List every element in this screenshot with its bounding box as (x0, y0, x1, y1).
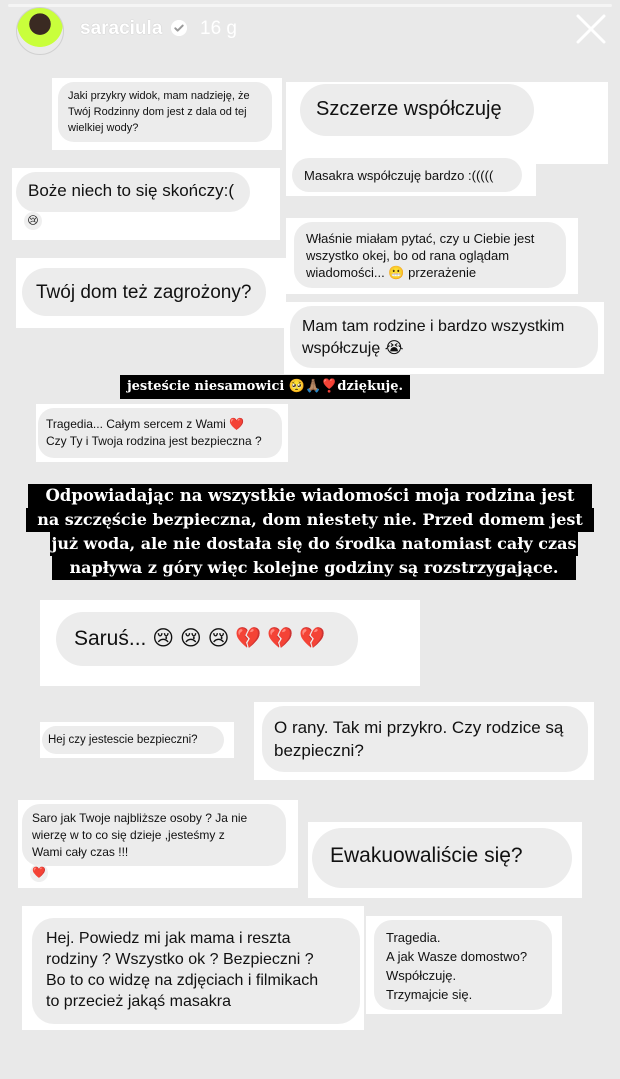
avatar[interactable] (16, 7, 64, 55)
message-screenshot (40, 600, 420, 686)
message-screenshot (12, 168, 280, 240)
reaction-emoji: ❤️ (30, 864, 48, 882)
message-text: Jaki przykry widok, mam nadzieję, że Twój Rodzinny dom jest z dala od tej wielkiej wody? (68, 90, 250, 134)
message-screenshot (286, 154, 536, 196)
message-screenshot (308, 822, 582, 898)
message-screenshot (22, 906, 364, 1030)
message-screenshot (40, 722, 234, 758)
post-time: 16 g (200, 18, 237, 39)
story-caption-line: na szczęście bezpieczna, dom niestety nie. Przed domem jest (26, 508, 594, 532)
verified-badge-icon (171, 20, 187, 36)
message-screenshot (284, 302, 604, 374)
story-progress-bar (8, 4, 612, 7)
message-screenshot (254, 702, 594, 780)
story-caption: jesteście niesamowici 🥺🙏🏽❣️dziękuję. (120, 375, 410, 399)
message-text: Właśnie miałam pytać, czy u Ciebie jest wszystko okej, bo od rana oglądam wiadomości... 😬 przerażenie (306, 231, 535, 280)
message-text: Masakra współczuję bardzo :((((( (304, 168, 494, 183)
message-text: Boże niech to się skończy:( (28, 181, 234, 200)
message-screenshot (18, 800, 298, 888)
close-icon[interactable] (574, 12, 608, 46)
username[interactable]: saraciula (80, 18, 163, 39)
story-caption-line: napływa z góry więc kolejne godziny są rozstrzygające. (52, 556, 576, 580)
message-screenshot (16, 258, 286, 328)
message-screenshot (36, 404, 288, 462)
message-text: Twój dom też zagrożony? (36, 282, 252, 303)
reaction-emoji: 😢 (24, 212, 42, 230)
message-screenshot (52, 78, 282, 150)
story-caption-line: już woda, ale nie dostała się do środka natomiast cały czas (50, 532, 578, 556)
message-text: Tragedia. A jak Wasze domostwo? Współczuję. Trzymajcie się. (386, 930, 528, 1002)
message-text: Hej czy jestescie bezpieczni? (48, 734, 198, 746)
message-text: Mam tam rodzine i bardzo wszystkim współczuję 😭 (302, 318, 565, 357)
message-text: Tragedia... Całym sercem z Wami ❤️ Czy Ty i Twoja rodzina jest bezpieczna ? (46, 417, 262, 448)
message-text: O rany. Tak mi przykro. Czy rodzice są bezpieczni? (274, 718, 564, 760)
story-caption-line: Odpowiadając na wszystkie wiadomości moja rodzina jest (28, 484, 592, 508)
message-text: Saro jak Twoje najbliższe osoby ? Ja nie wierzę w to co się dzieje ,jesteśmy z Wami cały czas !!! (32, 811, 248, 859)
message-screenshot (366, 916, 562, 1014)
message-text: Szczerze współczuję (316, 98, 502, 120)
message-text: Hej. Powiedz mi jak mama i reszta rodziny ? Wszystko ok ? Bezpieczni ? Bo to co widzę na zdjęciach i filmikach to przecież jakąś masakra (46, 930, 319, 1010)
message-text: Ewakuowaliście się? (330, 844, 523, 867)
message-text: Saruś... 😢 😢 😢 💔 💔 💔 (74, 627, 326, 650)
message-screenshot (286, 82, 608, 164)
message-screenshot (286, 218, 578, 294)
